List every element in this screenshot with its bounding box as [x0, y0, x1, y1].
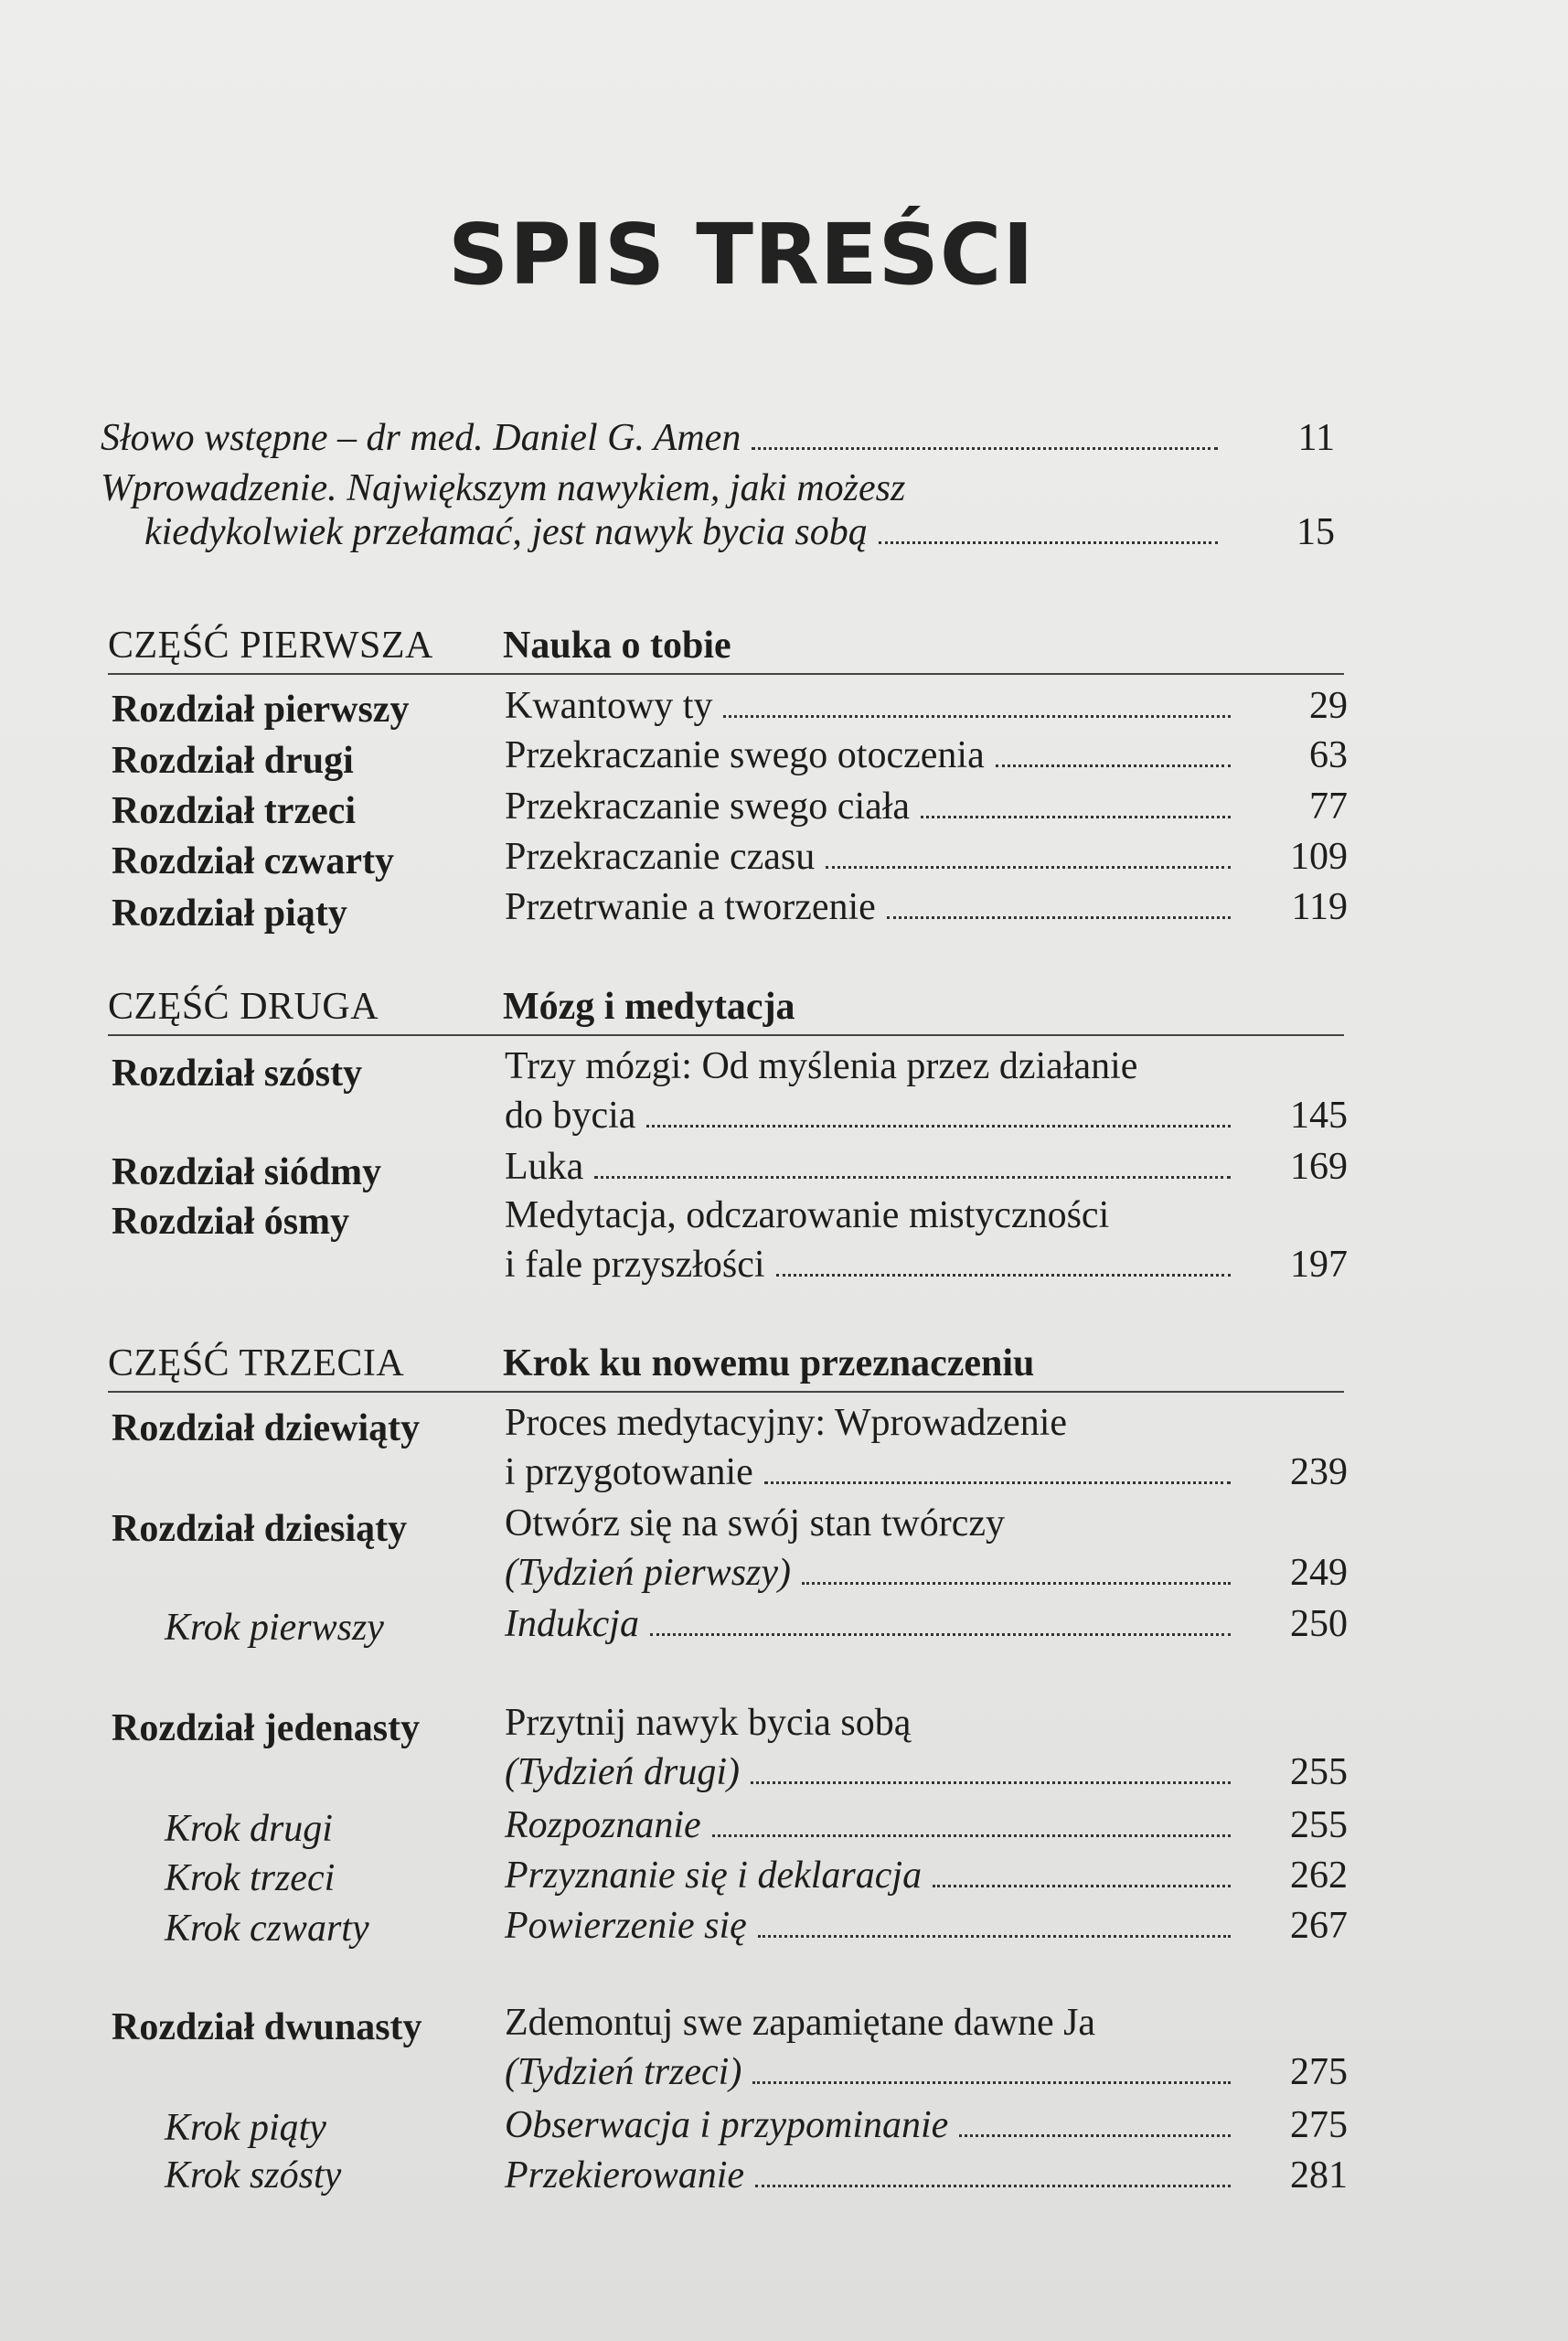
entry-title-line2: (Tydzień pierwszy)	[505, 1552, 792, 1594]
dot-leader	[887, 916, 1231, 919]
entry-page: 29	[1309, 685, 1348, 727]
entry-title: Kwantowy ty	[505, 685, 713, 727]
entry-title-line2: (Tydzień drugi)	[505, 1751, 741, 1793]
entry-title: Przyznanie się i deklaracja	[505, 1855, 923, 1897]
part-title: Nauka o tobie	[503, 625, 731, 667]
chapter-label: Rozdział piąty	[112, 893, 347, 935]
entry-page: 77	[1309, 786, 1348, 828]
chapter-label: Rozdział drugi	[112, 740, 354, 782]
dot-leader	[996, 764, 1231, 767]
toc-entry	[505, 1193, 1348, 1287]
toc-entry	[505, 885, 1348, 929]
entry-title-line1: Otwórz się na swój stan twórczy	[505, 1502, 1006, 1545]
page-title: SPIS TREŚCI	[448, 206, 1035, 304]
entry-page: 275	[1290, 2104, 1348, 2146]
toc-entry-introduction	[101, 466, 1335, 554]
part-label: CZĘŚĆ TRZECIA	[108, 1342, 405, 1384]
dot-leader	[776, 1274, 1231, 1277]
entry-title: Obserwacja i przypominanie	[505, 2104, 949, 2146]
dot-leader	[959, 2134, 1231, 2137]
entry-page: 267	[1290, 1905, 1348, 1947]
dot-leader	[650, 1633, 1231, 1636]
entry-title: Przekraczanie swego ciała	[505, 786, 911, 828]
toc-entry	[505, 1502, 1348, 1595]
entry-title: Przekraczanie swego otoczenia	[505, 734, 985, 776]
entry-title: Rozpoznanie	[505, 1804, 701, 1846]
dot-leader	[723, 715, 1231, 718]
toc-entry	[505, 1803, 1348, 1847]
chapter-label: Rozdział trzeci	[112, 790, 357, 832]
toc-entry	[505, 1044, 1348, 1138]
entry-title-line2: do bycia	[505, 1095, 636, 1137]
entry-page: 249	[1290, 1552, 1348, 1594]
chapter-label: Rozdział szósty	[112, 1053, 363, 1095]
part-heading	[108, 622, 1344, 675]
entry-title-line2: kiedykolwiek przełamać, jest nawyk bycia sobą	[144, 511, 868, 553]
entry-page: 239	[1290, 1451, 1348, 1493]
entry-page: 250	[1290, 1603, 1348, 1645]
dot-leader	[594, 1176, 1231, 1179]
entry-page: 255	[1290, 1751, 1348, 1793]
chapter-label: Rozdział pierwszy	[112, 689, 410, 731]
entry-title-line2: i fale przyszłości	[505, 1244, 765, 1286]
step-label: Krok czwarty	[165, 1908, 369, 1950]
part-heading	[108, 983, 1344, 1036]
entry-page: 275	[1290, 2051, 1348, 2093]
chapter-label: Rozdział dziewiąty	[112, 1407, 421, 1449]
toc-entry	[505, 1854, 1348, 1897]
chapter-label: Rozdział ósmy	[112, 1201, 350, 1243]
toc-entry	[505, 1904, 1348, 1948]
toc-entry	[505, 684, 1348, 728]
part-heading	[108, 1340, 1344, 1393]
entry-page: 11	[1297, 417, 1335, 459]
chapter-label: Rozdział dziesiąty	[112, 1508, 408, 1550]
entry-page: 109	[1290, 836, 1348, 878]
entry-title: Przetrwanie a tworzenie	[505, 886, 876, 928]
entry-title-line1: Trzy mózgi: Od myślenia przez działanie	[505, 1045, 1138, 1087]
chapter-label: Rozdział dwunasty	[112, 2006, 422, 2048]
toc-entry	[505, 733, 1348, 777]
dot-leader	[802, 1582, 1231, 1585]
entry-title: Powierzenie się	[505, 1905, 747, 1947]
chapter-label: Rozdział siódmy	[112, 1151, 382, 1193]
entry-title: Przekraczanie czasu	[505, 836, 816, 878]
dot-leader	[646, 1125, 1231, 1128]
toc-entry	[505, 1145, 1348, 1189]
dot-leader	[879, 541, 1218, 544]
dot-leader	[752, 2081, 1231, 2084]
toc-entry	[505, 2154, 1348, 2197]
entry-title-line1: Medytacja, odczarowanie mistyczności	[505, 1194, 1110, 1236]
toc-entry	[505, 2103, 1348, 2147]
dot-leader	[712, 1834, 1231, 1837]
step-label: Krok drugi	[165, 1808, 333, 1850]
entry-page: 63	[1309, 734, 1348, 776]
toc-entry	[505, 2001, 1348, 2094]
entry-page: 197	[1290, 1244, 1348, 1286]
entry-page: 119	[1291, 886, 1348, 928]
entry-title: Indukcja	[505, 1603, 639, 1645]
entry-title: Przekierowanie	[505, 2154, 745, 2197]
entry-page: 169	[1290, 1146, 1348, 1188]
entry-page: 15	[1296, 511, 1335, 553]
entry-title-line1: Proces medytacyjny: Wprowadzenie	[505, 1402, 1068, 1444]
dot-leader	[751, 1781, 1231, 1784]
step-label: Krok szósty	[165, 2154, 342, 2197]
entry-title-line2: (Tydzień trzeci)	[505, 2051, 742, 2093]
part-label: CZĘŚĆ DRUGA	[108, 986, 379, 1028]
entry-title-line2: i przygotowanie	[505, 1451, 753, 1493]
toc-entry	[505, 1602, 1348, 1646]
step-label: Krok piąty	[165, 2107, 326, 2149]
dot-leader	[755, 2185, 1231, 2187]
dot-leader	[826, 866, 1231, 869]
chapter-label: Rozdział jedenasty	[112, 1707, 421, 1749]
entry-page: 262	[1290, 1855, 1348, 1897]
entry-title: Luka	[505, 1146, 584, 1188]
entry-title-line1: Przytnij nawyk bycia sobą	[505, 1702, 912, 1744]
chapter-label: Rozdział czwarty	[112, 840, 395, 882]
toc-entry	[505, 1701, 1348, 1794]
dot-leader	[752, 447, 1218, 450]
entry-title-line1: Wprowadzenie. Największym nawykiem, jaki możesz	[101, 467, 906, 509]
part-title: Mózg i medytacja	[503, 986, 795, 1028]
entry-title-line1: Zdemontuj swe zapamiętane dawne Ja	[505, 2002, 1096, 2044]
entry-page: 281	[1290, 2154, 1348, 2197]
toc-entry	[505, 785, 1348, 828]
step-label: Krok trzeci	[165, 1857, 336, 1899]
entry-page: 145	[1290, 1095, 1348, 1137]
dot-leader	[921, 816, 1231, 818]
entry-page: 255	[1290, 1804, 1348, 1846]
dot-leader	[764, 1481, 1231, 1484]
dot-leader	[758, 1935, 1231, 1938]
part-label: CZĘŚĆ PIERWSZA	[108, 625, 433, 667]
entry-title: Słowo wstępne – dr med. Daniel G. Amen	[101, 417, 741, 459]
step-label: Krok pierwszy	[165, 1607, 384, 1649]
dot-leader	[933, 1885, 1231, 1887]
toc-entry	[505, 1401, 1348, 1494]
toc-entry	[505, 835, 1348, 879]
part-title: Krok ku nowemu przeznaczeniu	[503, 1342, 1035, 1384]
